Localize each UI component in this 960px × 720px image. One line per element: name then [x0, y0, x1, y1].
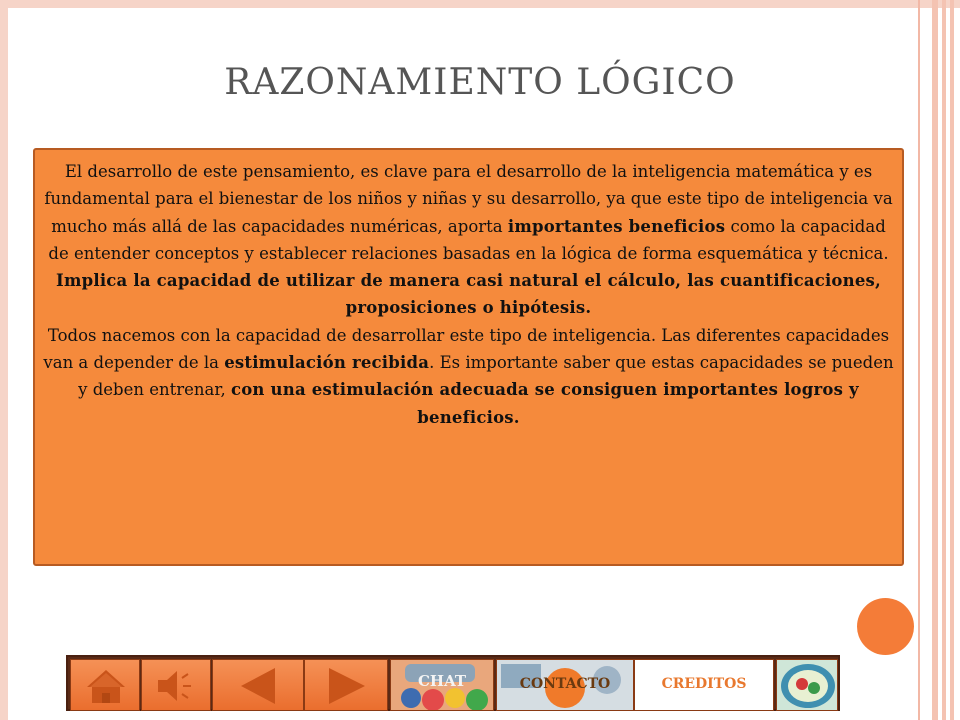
slide-title: RAZONAMIENTO LÓGICO [224, 62, 736, 103]
paragraph-2-bold: estimulación recibida [224, 353, 430, 373]
school-logo [776, 659, 838, 711]
paragraph-1-bold: importantes beneficios [507, 216, 726, 236]
chat-label: CHAT [417, 672, 467, 690]
frame-right-stripe [950, 0, 954, 720]
paragraph-2-text: . Es importante saber que estas capacidades se pueden y deben entrenar, [78, 353, 894, 400]
sound-button[interactable] [141, 659, 211, 711]
previous-button[interactable] [212, 659, 304, 711]
paragraph-1-bold: Implica la capacidad de utilizar de manera casi natural el cálculo, las cuantificaciones, proposiciones o hipótesis. [56, 271, 881, 318]
frame-top-border [0, 0, 960, 8]
home-button[interactable] [70, 659, 140, 711]
paragraph-2-text: Todos nacemos con la capacidad de desarrollar este tipo de inteligencia. Las diferentes capacidades van a depender de la [43, 325, 890, 373]
navigation-toolbar [66, 655, 840, 711]
frame-right-stripe [942, 0, 946, 720]
chat-button[interactable] [390, 659, 494, 711]
contact-label: CONTACTO [519, 676, 611, 692]
paragraph-2-bold: con una estimulación adecuada se consiguen importantes logros y beneficios. [230, 380, 859, 427]
contact-button[interactable] [496, 659, 634, 711]
next-button[interactable] [304, 659, 388, 711]
decorative-circle [857, 598, 914, 655]
triangle-right-icon [305, 660, 389, 712]
paragraph-1-text: El desarrollo de este pensamiento, es clave para el desarrollo de la inteligencia matemática y es fundamental para el bienestar de los niños y niñas y su desarrollo, ya que este tipo de inteligencia va mucho más allá de las capacidades numéricas, aporta [44, 162, 893, 236]
frame-left-border [0, 0, 8, 720]
credits-label: CREDITOS [661, 676, 747, 692]
speaker-icon [142, 660, 212, 712]
frame-right-stripe [932, 0, 938, 720]
home-icon [71, 660, 141, 712]
logo-icon [777, 660, 838, 711]
credits-button[interactable] [634, 659, 774, 711]
triangle-left-icon [213, 660, 305, 712]
frame-right-line [918, 0, 920, 720]
paragraph-1-text: como la capacidad de entender conceptos y establecer relaciones basadas en la lógica de forma esquemática y técnica. [48, 216, 889, 263]
content-box [33, 148, 904, 566]
